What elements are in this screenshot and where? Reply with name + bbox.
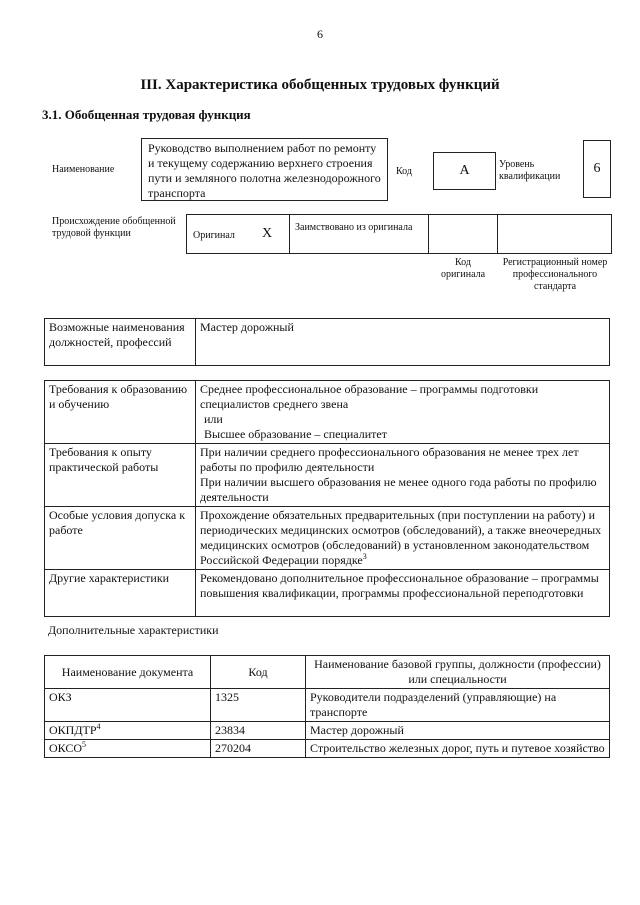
requirement-line: Среднее профессиональное образование – программы подготовки специалистов среднего звена <box>200 382 539 411</box>
row-document <box>45 722 211 740</box>
row-code: 23834 <box>211 722 306 740</box>
requirement-value <box>196 381 610 444</box>
requirement-row <box>45 570 610 617</box>
positions-label: Возможные наименования должностей, профессий <box>45 319 196 366</box>
original-mark: X <box>262 226 273 241</box>
requirement-line: Рекомендовано дополнительное профессиональное образование – программы повышения квалификации, программы профессиональной переподготовки <box>200 571 599 600</box>
requirement-line: При наличии высшего образования не менее одного года работы по профилю деятельности <box>200 475 597 504</box>
requirement-label: Требования к опыту практической работы <box>45 444 196 507</box>
footnote-marker: 5 <box>82 740 87 749</box>
subsection-title: 3.1. Обобщенная трудовая функция <box>42 107 251 122</box>
function-name-value: Руководство выполнением работ по ремонту и текущему содержанию верхнего строения пути и земляного полотна железнодорожного транспорта <box>141 138 388 201</box>
requirement-label: Другие характеристики <box>45 570 196 617</box>
header-code: Код <box>211 656 306 689</box>
requirement-line: Прохождение обязательных предварительных (при поступлении на работу) и периодических медицинских осмотров (обследований), а также внеочередных медицинских осмотров (обследований) в установленном законодательством Российской Федерации порядке <box>200 508 602 567</box>
row-code: 1325 <box>211 689 306 722</box>
origin-divider <box>428 214 429 254</box>
additional-title: Дополнительные характеристики <box>48 623 219 637</box>
row-name: Строительство железных дорог, путь и путевое хозяйство <box>306 740 610 758</box>
positions-value: Мастер дорожный <box>196 319 610 366</box>
original-label: Оригинал <box>193 230 235 241</box>
requirement-label: Требования к образованию и обучению <box>45 381 196 444</box>
table-row <box>45 722 610 740</box>
header-name: Наименование базовой группы, должности (профессии) или специальности <box>306 656 610 689</box>
requirement-row <box>45 507 610 570</box>
requirement-value <box>196 570 610 617</box>
row-code: 270204 <box>211 740 306 758</box>
row-document <box>45 740 211 758</box>
requirement-line: Высшее образование – специалитет <box>204 427 387 441</box>
positions-table <box>44 318 610 366</box>
row-document-text: ОКПДТР <box>49 723 97 737</box>
requirement-label: Особые условия допуска к работе <box>45 507 196 570</box>
code-label: Код <box>396 166 412 177</box>
origin-divider <box>289 214 290 254</box>
requirements-table <box>44 380 610 617</box>
requirement-value <box>196 444 610 507</box>
requirement-row <box>45 381 610 444</box>
row-document-text: ОКСО <box>49 741 83 755</box>
table-row <box>45 740 610 758</box>
requirement-value <box>196 507 610 570</box>
row-name: Руководители подразделений (управляющие) на транспорте <box>306 689 610 722</box>
footnote-marker: 4 <box>96 722 101 731</box>
borrowed-label: Заимствовано из оригинала <box>295 222 413 233</box>
level-value: 6 <box>583 140 611 198</box>
origin-divider <box>497 214 498 254</box>
table-header-row <box>45 656 610 689</box>
additional-table <box>44 655 610 758</box>
origin-label: Происхождение обобщенной трудовой функции <box>52 216 176 239</box>
requirement-line: При наличии среднего профессионального образования не менее трех лет работы по профилю деятельности <box>200 445 579 474</box>
row-document <box>45 689 211 722</box>
reg-number-caption: Регистрационный номер профессионального стандарта <box>502 257 608 292</box>
function-name-label: Наименование <box>52 164 115 175</box>
section-title: III. Характеристика обобщенных трудовых функций <box>140 77 500 93</box>
level-label: Уровень квалификации <box>499 159 561 182</box>
table-row <box>45 689 610 722</box>
requirement-line: или <box>204 412 223 426</box>
row-name: Мастер дорожный <box>306 722 610 740</box>
header-document: Наименование документа <box>45 656 211 689</box>
requirement-row <box>45 444 610 507</box>
footnote-marker: 3 <box>362 552 367 561</box>
row-document-text: ОКЗ <box>49 690 72 704</box>
page-number: 6 <box>317 27 323 41</box>
code-value: А <box>433 152 496 190</box>
origin-box <box>186 214 612 254</box>
code-original-caption: Код оригинала <box>440 257 486 280</box>
